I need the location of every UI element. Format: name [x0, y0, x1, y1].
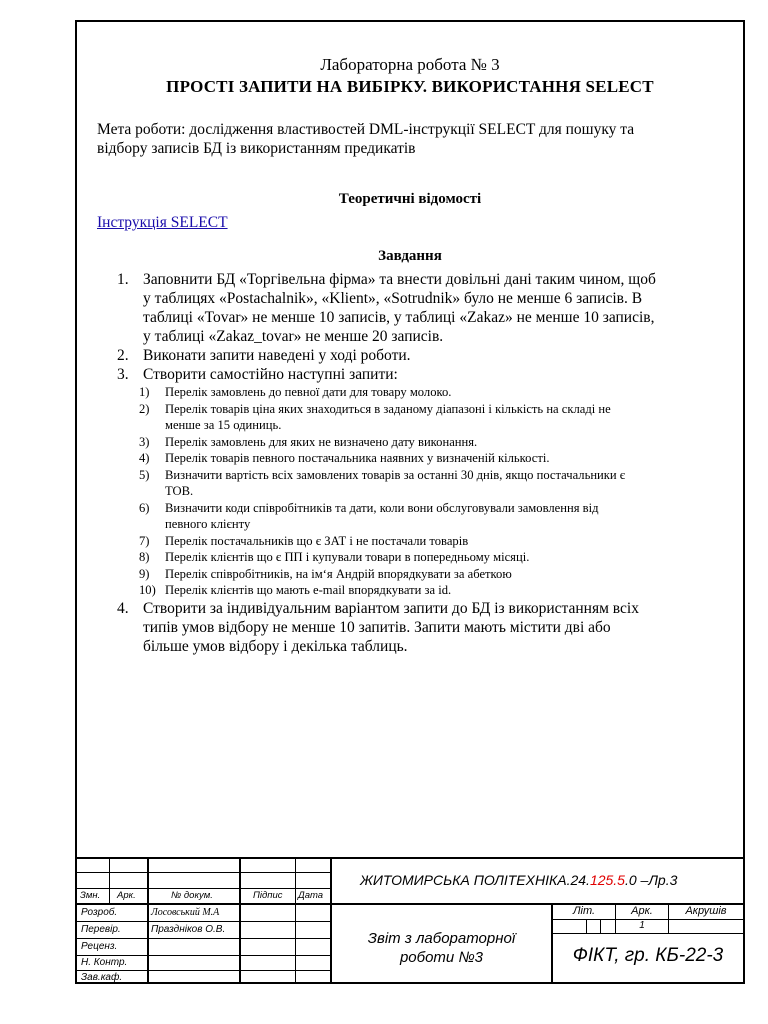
- sub-line: Визначити коди співробітників та дати, коли вони обслуговували замовлення від: [165, 500, 599, 515]
- sub-number: 8): [139, 550, 150, 564]
- list-line: Виконати запити наведені у ході роботи.: [143, 347, 411, 364]
- goal-paragraph: [97, 120, 737, 158]
- checker-name: Праздніков О.В.: [151, 924, 226, 935]
- sub-line: Перелік клієнтів що є ПП і купували товари в попередньому місяці.: [165, 550, 530, 564]
- sub-line: менше за 15 одиниць.: [165, 418, 282, 432]
- sub-number: 6): [139, 500, 150, 515]
- sub-list-item: [95, 467, 735, 500]
- code-highlight: 125.5: [589, 872, 625, 888]
- list-line: Створити самостійно наступні запити:: [143, 366, 398, 383]
- report-line: роботи №3: [399, 949, 484, 966]
- sub-number: 10): [139, 583, 156, 597]
- list-number: 1.: [117, 271, 129, 288]
- sub-number: 2): [139, 401, 150, 416]
- sub-list-item: [95, 434, 735, 451]
- sub-list-item: [95, 566, 735, 583]
- sub-list-item: [95, 450, 735, 467]
- sub-line: Перелік замовлень до певної дати для товару молоко.: [165, 385, 452, 399]
- list-line: у таблиці «Zakaz_tovar» не менше 20 записів.: [143, 328, 444, 345]
- sub-line: Перелік товарів ціна яких знаходиться в заданому діапазоні і кількість на складі не: [165, 401, 611, 416]
- code-part: .0 –Лр.3: [624, 872, 678, 888]
- list-line: типів умов відбору не менше 10 запитів. Запити мають містити дві або: [143, 618, 611, 636]
- sub-list-item: [95, 500, 735, 533]
- sub-list-item: [95, 582, 735, 599]
- col-sign: Підпис: [253, 890, 283, 901]
- group-label: ФІКТ, гр. КБ-22-3: [572, 945, 724, 966]
- sub-line: певного клієнту: [165, 517, 251, 531]
- sub-number: 4): [139, 451, 150, 465]
- list-line: у таблицях «Postachalnik», «Klient», «Sotrudnik» було не менше 6 записів. В: [143, 290, 643, 307]
- list-line: більше умов відбору і декілька таблиць.: [143, 637, 408, 655]
- list-number: 4.: [117, 599, 129, 617]
- sub-number: 3): [139, 434, 150, 449]
- theory-heading: Теоретичні відомості: [338, 191, 482, 207]
- sub-list-item: [95, 384, 735, 401]
- task-list: [95, 270, 735, 656]
- task-heading: Завдання: [378, 248, 442, 264]
- code-part: ЖИТОМИРСЬКА ПОЛІТЕХНІКА.24.: [360, 872, 590, 888]
- report-title: [332, 929, 551, 967]
- sheets-label: Акрушів: [685, 905, 727, 917]
- lab-title: Лабораторна робота № 3: [320, 55, 500, 74]
- lit-label: Літ.: [572, 905, 596, 917]
- sub-number: 9): [139, 566, 150, 581]
- list-number: 2.: [117, 347, 129, 364]
- select-instruction-link[interactable]: Інструкція SELECT: [97, 214, 228, 231]
- row-label: Зав.каф.: [81, 972, 123, 983]
- sub-line: Перелік клієнтів що мають e-mail впорядкувати за id.: [165, 583, 452, 597]
- page-frame: [75, 20, 745, 984]
- list-line: Створити за індивідуальним варіантом запити до БД із використанням всіх: [143, 599, 639, 617]
- sub-line: Визначити вартість всіх замовлених товарів за останні 30 днів, якщо постачальники є: [165, 467, 626, 482]
- sub-list-item: [95, 533, 735, 550]
- col-ark: Арк.: [117, 890, 136, 901]
- row-label: Реценз.: [81, 941, 118, 952]
- sub-line: ТОВ.: [165, 484, 194, 498]
- document-code: [360, 872, 677, 888]
- col-doc: № докум.: [171, 890, 213, 901]
- list-item: [95, 599, 735, 656]
- goal-line: Мета роботи: дослідження властивостей DML-інструкції SELECT для пошуку та: [97, 121, 635, 138]
- sub-number: 1): [139, 385, 150, 399]
- list-item: [95, 270, 735, 346]
- sub-line: Перелік замовлень для яких не визначено дату виконання.: [165, 434, 478, 449]
- col-date: Дата: [298, 890, 324, 901]
- goal-line: відбору записів БД із використанням предикатів: [97, 140, 416, 157]
- list-line: таблиці «Tovar» не менше 10 записів, у таблиці «Zakaz» не менше 10 записів,: [143, 309, 655, 326]
- sub-list-item: [95, 401, 735, 434]
- list-item: [95, 346, 735, 365]
- sub-line: Перелік співробітників, на ім‘я Андрій впорядкувати за абеткою: [165, 566, 512, 581]
- sub-number: 7): [139, 533, 150, 548]
- sub-list-item: [95, 549, 735, 566]
- sheet-number: 1: [639, 920, 645, 931]
- report-line: Звіт з лабораторної: [367, 930, 516, 947]
- list-item: [95, 365, 735, 384]
- ark-label: Арк.: [631, 905, 653, 917]
- sub-number: 5): [139, 467, 150, 482]
- list-number: 3.: [117, 366, 129, 383]
- row-label: Розроб.: [81, 907, 118, 918]
- sub-line: Перелік постачальників що є ЗАТ і не постачали товарів: [165, 533, 469, 548]
- developer-name: Лосовський М.А: [151, 907, 220, 918]
- row-label: Перевір.: [81, 924, 121, 935]
- sub-line: Перелік товарів певного постачальника наявних у визначеній кількості.: [165, 451, 550, 465]
- list-line: Заповнити БД «Торгівельна фірма» та внести довільні дані таким чином, щоб: [143, 271, 656, 288]
- title-block: [77, 857, 743, 982]
- col-zmn: Змн.: [80, 890, 101, 901]
- row-label: Н. Контр.: [81, 957, 128, 968]
- main-title: ПРОСТІ ЗАПИТИ НА ВИБІРКУ. ВИКОРИСТАННЯ SELECT: [166, 77, 654, 96]
